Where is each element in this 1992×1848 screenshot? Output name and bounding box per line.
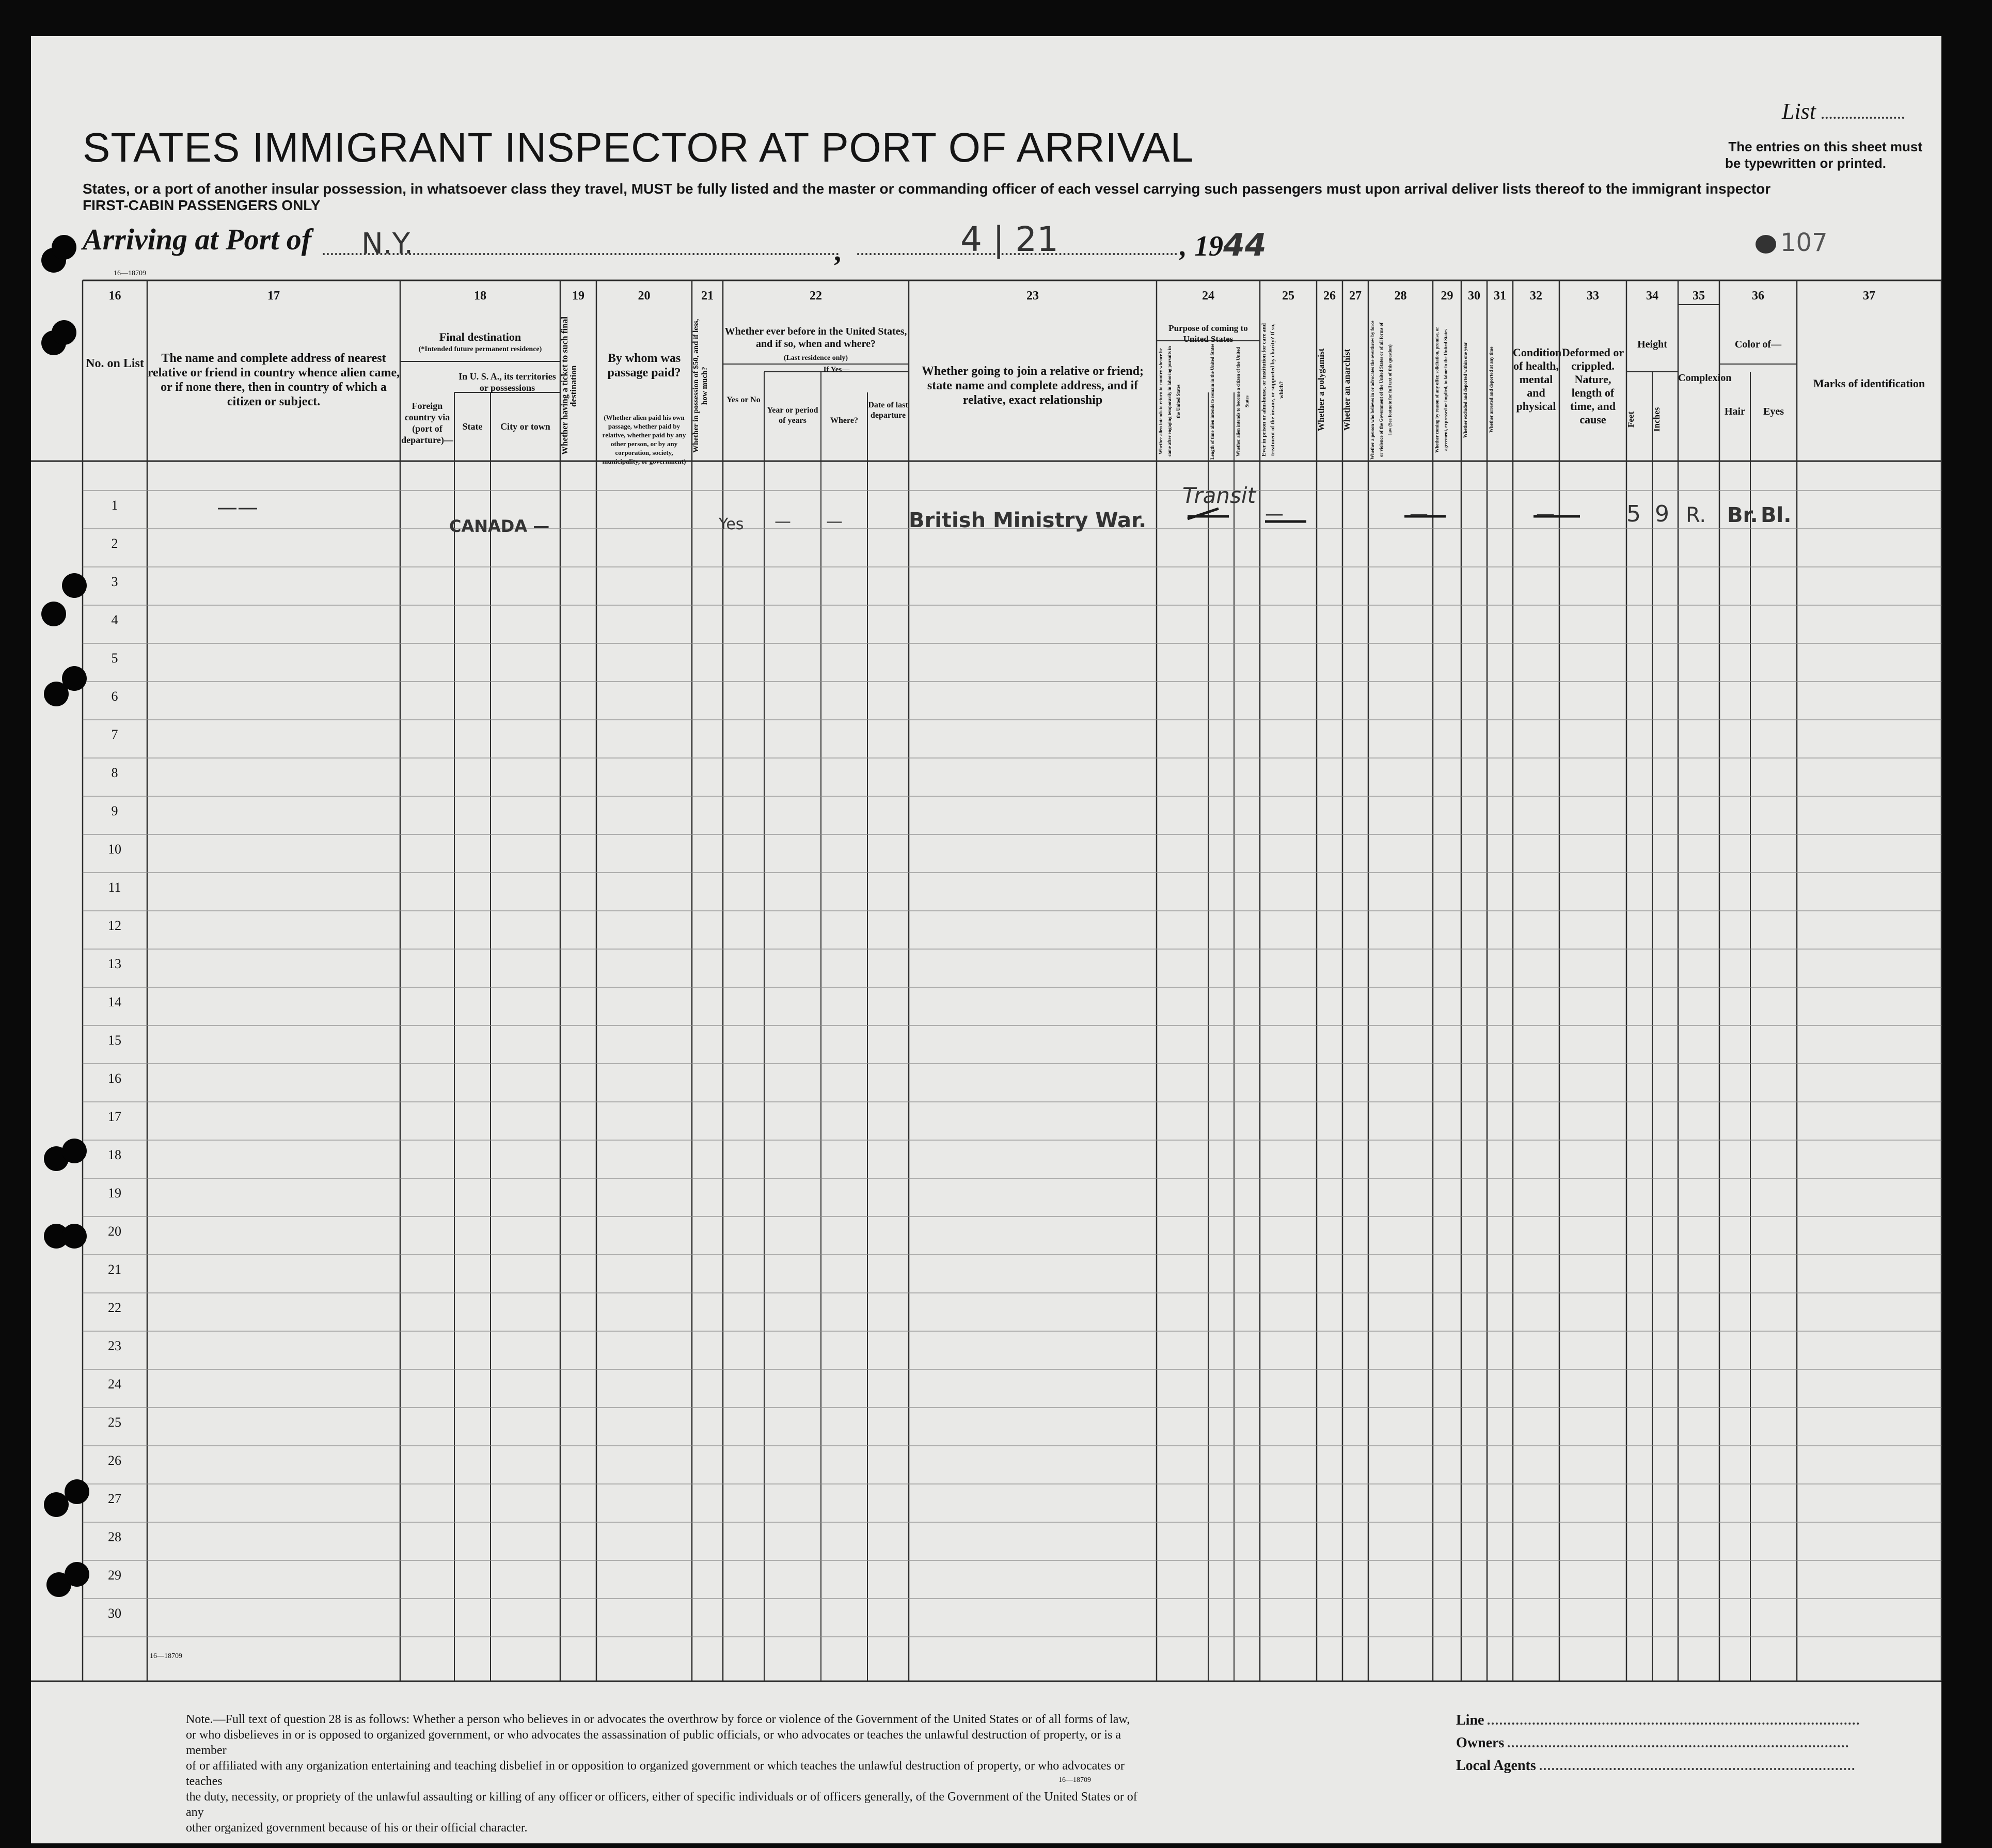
header-foreign: Foreign country via (port of departure)—: [401, 401, 453, 445]
entry-state: CANADA —: [449, 516, 550, 536]
row-number: 23: [108, 1338, 121, 1353]
punch-hole: [62, 573, 87, 598]
entry-where: —: [826, 511, 843, 531]
header-purpose: Purpose of coming to United States: [1168, 323, 1248, 344]
row-number: 29: [108, 1568, 121, 1583]
list-note: The entries on this sheet must be typewritten or printed.: [1725, 139, 1922, 171]
row-number: 28: [108, 1529, 121, 1544]
column-number: 23: [1026, 289, 1039, 303]
header-where: Where?: [830, 416, 858, 425]
column-number: 18: [474, 289, 486, 303]
punch-hole: [62, 1224, 87, 1249]
row-number: 13: [108, 956, 121, 971]
header-purpose-length: Length of time alien intends to remain in the United States: [1210, 343, 1215, 460]
sheet-number: 107: [1756, 228, 1828, 257]
header-purpose-return: Whether alien intends to return to country whence he came after engaging temporarily in laboring pursuits in the United States: [1158, 346, 1181, 457]
row-number: 10: [108, 842, 121, 857]
punch-hole: [41, 602, 66, 626]
row-number: 20: [108, 1224, 121, 1239]
row-number: 15: [108, 1033, 121, 1048]
column-number: 30: [1468, 289, 1480, 303]
header-q30: Whether excluded and deported within one year: [1463, 342, 1468, 438]
entry-q32: —: [1536, 503, 1555, 525]
header-eyes: Eyes: [1763, 406, 1784, 417]
column-number: 33: [1587, 289, 1599, 303]
entry-purpose-dash: —: [1265, 503, 1284, 525]
header-purpose-citizen: Whether alien intends to become a citizen of the United States: [1236, 346, 1250, 456]
entry-feet: 5: [1626, 501, 1641, 527]
row-number: 14: [108, 994, 121, 1009]
footer-fields: Line Owners Local Agents: [1456, 1709, 1859, 1777]
row-number: 24: [108, 1377, 121, 1392]
header-anarchist: Whether an anarchist: [1342, 349, 1352, 431]
header-prison: Ever in prison or almshouse, or institution for care and treatment of the insane, or supported by charity? If so, which?: [1261, 323, 1285, 457]
header-ticket: Whether having a ticket to such final destination: [560, 317, 578, 455]
row-number: 8: [111, 765, 118, 780]
header-health: Condition of health, mental and physical: [1513, 346, 1562, 413]
date-value: 4 | 21: [960, 219, 1059, 259]
punch-hole: [65, 1562, 89, 1587]
row-number: 19: [108, 1186, 121, 1201]
column-number: 29: [1441, 289, 1453, 303]
header-usa: In U. S. A., its territories or possessions: [459, 371, 556, 393]
header-nearest-relative: The name and complete address of nearest relative or friend in country whence alien came, or if none there, then in country of which a citizen or subject.: [147, 352, 400, 408]
header-been-before: Whether ever before in the United States, and if so, when and where?: [724, 326, 907, 350]
header-q31: Whether arrested and deported at any time: [1489, 346, 1494, 433]
header-final-destination: Final destination: [439, 330, 521, 343]
row-number: 4: [111, 612, 118, 627]
column-number: 35: [1693, 289, 1705, 303]
header-feet: Feet: [1626, 411, 1636, 428]
column-number: 19: [572, 289, 584, 303]
row-number: 3: [111, 574, 118, 589]
form-code-top: 16—18709: [114, 270, 146, 277]
row-number: 6: [111, 689, 118, 704]
column-number: 22: [810, 289, 822, 303]
row-number: 7: [111, 727, 118, 742]
punch-hole: [52, 320, 76, 345]
header-color-of: Color of—: [1734, 339, 1782, 350]
entry-inches: 9: [1655, 501, 1669, 527]
row-number: 2: [111, 536, 118, 551]
header-if-yes: If Yes—: [823, 366, 850, 374]
header-complexion: Complexion: [1678, 372, 1732, 384]
row-number: 1: [111, 498, 118, 513]
punch-hole: [52, 235, 76, 260]
row-number: 11: [108, 880, 121, 895]
entry-been-before: Yes: [719, 515, 744, 533]
row-number: 26: [108, 1453, 121, 1468]
entry-q28: —: [1410, 503, 1428, 525]
header-join-relative: Whether going to join a relative or friend; state name and complete address, and if relative, exact relationship: [922, 365, 1144, 407]
footnote: Note.—Full text of question 28 is as follows: Whether a person who believes in or advocates the overthrow by force or violence of the Government of the United States or of all forms of law, or who disbelieves in or is opposed to organized government, or who advocates the assassination of public officials, or who advocates or teaches the unlawful destruction of property, or is a member of or affiliated with any organization entertaining and teaching disbelief in or opposition to organized government or which teaches the unlawful destruction of property, or who advocates or teaches the duty, necessity, or propriety of the unlawful assaulting or killing of any officer or officers, either of specific individuals or of officers generally, of the Government of the United States or of any other organized government because of his or their official character.: [186, 1713, 1137, 1835]
entry-purpose: Transit: [1182, 483, 1256, 508]
header-year: Year or period of years: [767, 406, 818, 425]
entry-relative: ——: [217, 496, 258, 519]
header-inches: Inches: [1652, 407, 1662, 432]
column-number: 17: [267, 289, 280, 303]
entry-eyes: Bl.: [1761, 503, 1792, 527]
list-label: List: [1782, 98, 1904, 124]
row-number: 27: [108, 1491, 121, 1506]
row-number: 30: [108, 1606, 121, 1621]
column-number: 16: [108, 289, 121, 303]
entry-complexion: R.: [1686, 503, 1706, 527]
column-number: 27: [1349, 289, 1362, 303]
punch-hole: [62, 1139, 87, 1163]
header-marks: Marks of identification: [1813, 377, 1925, 390]
column-number: 31: [1494, 289, 1506, 303]
header-q29: Whether coming by reason of any offer, solicitation, promise, or agreement, expressed or implied, to labor in the United States: [1434, 326, 1448, 453]
row-number: 25: [108, 1415, 121, 1430]
row-number: 9: [111, 803, 118, 818]
header-final-destination-note: (*Intended future permanent residence): [418, 345, 542, 353]
header-deformed: Deformed or crippled. Nature, length of time, and cause: [1561, 346, 1624, 426]
column-number: 37: [1863, 289, 1875, 303]
page-subtitle: States, or a port of another insular possession, in whatsoever class they travel, MUST be fully listed and the master or commanding officer of each vessel carrying such passengers must upon arrival deliver lists thereof to the immigrant inspector: [83, 181, 1771, 197]
entry-joining: British Ministry War.: [909, 509, 1147, 532]
column-number: 21: [701, 289, 714, 303]
row-number: 18: [108, 1147, 121, 1162]
entry-year: —: [774, 511, 791, 531]
port-value: N.Y.: [361, 227, 414, 261]
row-number: 21: [108, 1262, 121, 1277]
header-height: Height: [1637, 339, 1667, 350]
form-code-bottom: 16—18709: [150, 1652, 182, 1660]
page-title: STATES IMMIGRANT INSPECTOR AT PORT OF ARRIVAL: [83, 124, 1194, 170]
column-number: 36: [1752, 289, 1764, 303]
stamp-icon: [1756, 235, 1776, 254]
header-passage-paid-note: (Whether alien paid his own passage, whether paid by relative, whether paid by any other person, or by any corporation, society, municipality, or government): [602, 414, 686, 465]
header-yes-no: Yes or No: [726, 396, 761, 404]
header-state: State: [462, 421, 483, 432]
row-number: 16: [108, 1071, 121, 1086]
punch-hole: [44, 682, 69, 706]
header-hair: Hair: [1725, 406, 1745, 417]
column-number: 28: [1394, 289, 1407, 303]
header-date-departure: Date of last departure: [868, 401, 908, 420]
column-number: 32: [1530, 289, 1542, 303]
header-city: City or town: [500, 421, 550, 432]
row-number: 5: [111, 651, 118, 666]
header-polygamist: Whether a polygamist: [1316, 348, 1326, 432]
page-subtitle-2: FIRST-CABIN PASSENGERS ONLY: [83, 197, 321, 213]
row-number: 17: [108, 1109, 121, 1124]
header-passage-paid: By whom was passage paid?: [607, 352, 681, 380]
header-no-on-list: No. on List: [86, 357, 144, 370]
entry-hair: Br.: [1727, 503, 1758, 527]
column-number: 26: [1323, 289, 1336, 303]
header-fifty-dollars: Whether in possession of $50, and if less, how much?: [692, 319, 709, 453]
column-number: 20: [638, 289, 651, 303]
column-number: 34: [1646, 289, 1658, 303]
header-last-residence: (Last residence only): [783, 354, 848, 362]
column-number: 25: [1282, 289, 1294, 303]
header-q28: Whether a person who believes in or advocates the overthrow by force or violence of the Government of the United States or of all forms of law (See footnote for full text of this question): [1370, 320, 1393, 460]
punch-hole: [65, 1479, 89, 1504]
row-number: 12: [108, 918, 121, 933]
arriving-label: Arriving at Port of: [83, 223, 312, 256]
year-field: , 1944: [1180, 227, 1267, 263]
note-code: 16—18709: [1058, 1776, 1091, 1784]
column-number: 24: [1202, 289, 1214, 303]
row-number: 22: [108, 1300, 121, 1315]
